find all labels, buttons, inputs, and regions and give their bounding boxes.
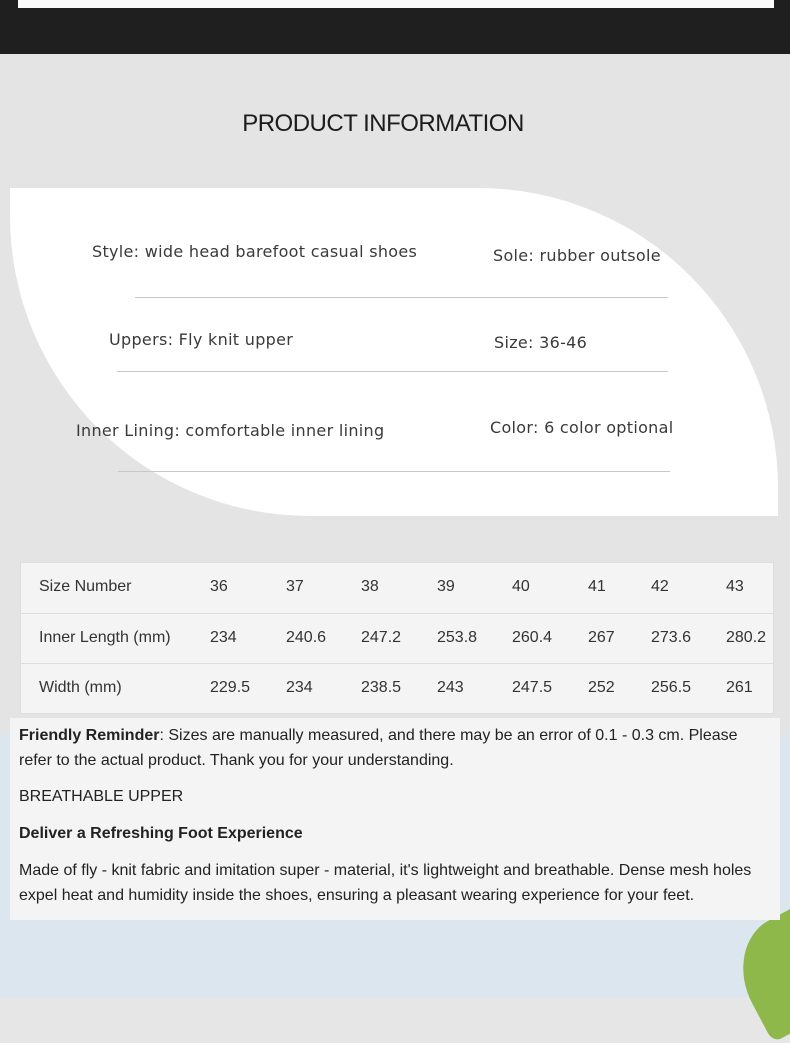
reminder-text: : Sizes are manually measured, and there may be an error of 0.1 - 0.3 cm. Please refer to the actual product. Thank you for your understanding. [19, 727, 738, 769]
divider-2 [117, 371, 668, 372]
table-cell: 253.8 [437, 629, 478, 646]
table-cell: 247.5 [512, 679, 553, 696]
table-header-cell: 40 [512, 578, 530, 595]
table-cell: 252 [588, 679, 615, 696]
table-header-cell: Size Number [39, 578, 132, 595]
table-header-cell: 36 [210, 578, 228, 595]
table-cell: 256.5 [651, 679, 692, 696]
table-cell: Width (mm) [39, 679, 122, 696]
table-cell: 280.2 [726, 629, 767, 646]
table-row [21, 663, 773, 714]
experience-heading: Deliver a Refreshing Foot Experience [19, 825, 303, 842]
description-panel [10, 718, 780, 920]
description-text: Made of fly - knit fabric and imitation super - material, it's lightweight and breathable. Dense mesh holes expel heat and humidity inside the shoes, ensuring a pleasant wearing experience for your feet. [19, 862, 752, 904]
table-cell: 261 [726, 679, 753, 696]
info-size: Size: 36-46 [494, 333, 588, 352]
info-style: Style: wide head barefoot casual shoes [92, 242, 418, 261]
table-cell: 234 [210, 629, 237, 646]
info-inner-lining: Inner Lining: comfortable inner lining [76, 421, 385, 440]
info-uppers: Uppers: Fly knit upper [109, 330, 294, 349]
table-cell: 234 [286, 679, 313, 696]
info-color: Color: 6 color optional [490, 418, 674, 437]
size-table [20, 562, 774, 714]
info-sole: Sole: rubber outsole [493, 246, 661, 265]
table-row [21, 563, 773, 613]
divider-3 [118, 471, 670, 472]
table-cell: Inner Length (mm) [39, 629, 171, 646]
breathable-heading: BREATHABLE UPPER [19, 788, 184, 805]
table-cell: 273.6 [651, 629, 692, 646]
table-cell: 240.6 [286, 629, 327, 646]
top-white-strip [18, 0, 774, 8]
table-header-cell: 41 [588, 578, 606, 595]
table-row [21, 613, 773, 664]
table-cell: 247.2 [361, 629, 402, 646]
table-cell: 229.5 [210, 679, 251, 696]
table-cell: 260.4 [512, 629, 553, 646]
friendly-reminder [19, 724, 771, 773]
reminder-label: Friendly Reminder [19, 727, 160, 744]
page-title: PRODUCT INFORMATION [242, 110, 524, 137]
table-header-cell: 39 [437, 578, 455, 595]
table-header-cell: 38 [361, 578, 379, 595]
table-cell: 243 [437, 679, 464, 696]
table-header-cell: 43 [726, 578, 744, 595]
divider-1 [135, 297, 668, 298]
table-header-cell: 37 [286, 578, 304, 595]
table-cell: 267 [588, 629, 615, 646]
table-cell: 238.5 [361, 679, 402, 696]
table-header-cell: 42 [651, 578, 669, 595]
top-dark-bar [0, 0, 790, 54]
